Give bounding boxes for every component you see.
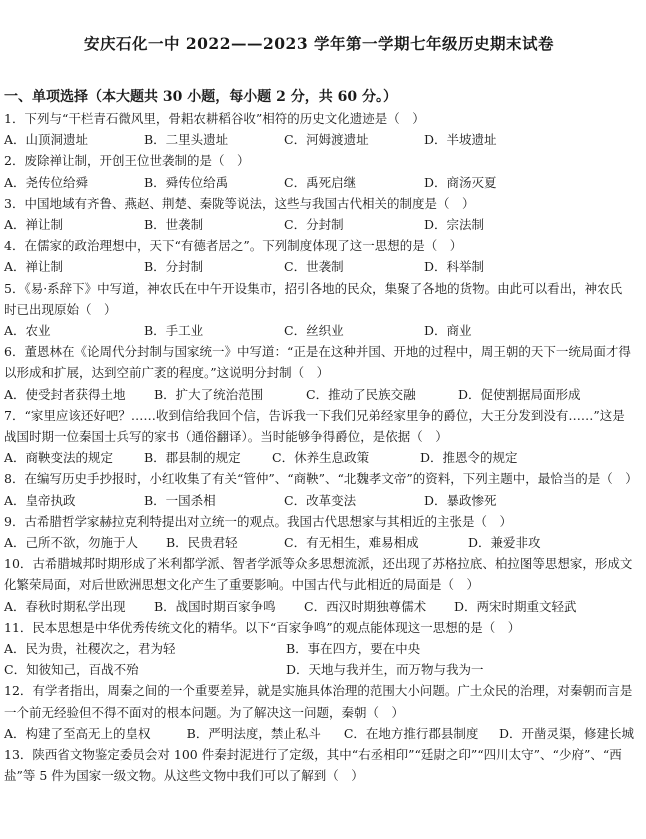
question-13 xyxy=(4,744,634,786)
option-c: C．有无相生，难易相成 xyxy=(284,535,419,551)
question-10 xyxy=(4,553,634,617)
question-12 xyxy=(4,680,634,744)
option-a: A．商鞅变法的规定 xyxy=(4,450,114,466)
option-d: D．商业 xyxy=(424,323,472,339)
option-c: C．改革变法 xyxy=(284,492,357,508)
question-stem: 4．在儒家的政治理想中，天下“有德者居之”。下列制度体现了这一思想的是（ ） xyxy=(4,238,463,254)
option-d: D．兼爱非攻 xyxy=(468,535,541,551)
question-1 xyxy=(4,108,634,150)
option-b: B．事在四方，要在中央 xyxy=(286,641,421,657)
option-a: A．农业 xyxy=(4,323,51,339)
option-c: C．在地方推行郡县制度 xyxy=(343,725,479,741)
option-d: D．促使割据局面形成 xyxy=(458,386,581,402)
option-c: C．分封制 xyxy=(284,217,344,233)
question-stem: 2．废除禅让制，开创王位世袭制的是（ ） xyxy=(4,153,250,169)
option-c: C．知彼知己，百战不殆 xyxy=(4,662,139,678)
question-stem: 1．下列与“干栏青石微风里，骨耜农耕稻谷收”相符的历史文化遗迹是（ ） xyxy=(4,111,425,126)
option-c: C．西汉时期独尊儒术 xyxy=(304,598,427,614)
options xyxy=(4,659,634,680)
option-d: D．开凿灵渠，修建长城 xyxy=(498,725,635,741)
question-3 xyxy=(4,193,634,235)
options xyxy=(4,638,634,659)
options xyxy=(4,384,634,405)
question-stem: 8．在编写历史手抄报时，小红收集了有关“管仲”、“商鞅”、“北魏孝文帝”的资料，下列主题中，最恰当的是（ ） xyxy=(4,471,638,487)
option-c: C．河姆渡遗址 xyxy=(284,132,369,148)
question-stem: 3．中国地域有齐鲁、燕赵、荆楚、秦陇等说法，这些与我国古代相关的制度是（ ） xyxy=(4,195,475,211)
option-b: B．严明法度，禁止私斗 xyxy=(186,725,321,741)
question-8 xyxy=(4,468,638,510)
options xyxy=(4,596,634,617)
option-d: D．天地与我并生，而万物与我为一 xyxy=(286,662,484,678)
option-d: D．半坡遗址 xyxy=(424,132,497,148)
option-d: D．两宋时期重文轻武 xyxy=(454,598,577,614)
options xyxy=(4,320,634,341)
option-a: A．民为贵，社稷次之，君为轻 xyxy=(4,641,176,657)
option-a: A．尧传位给舜 xyxy=(4,174,89,190)
option-a: A．皇帝执政 xyxy=(4,492,76,508)
question-stem: 6．董恩林在《论周代分封制与国家统一》中写道：“正是在这种并国、开地的过程中，周王朝的天下一统局面才得以形成和扩展，达到空前广袤的程度。”这说明分封制（ ） xyxy=(4,344,631,381)
question-5 xyxy=(4,278,634,342)
option-a: A．构建了至高无上的皇权 xyxy=(4,725,151,741)
option-c: C．休养生息政策 xyxy=(272,450,370,466)
option-a: A．山顶洞遗址 xyxy=(4,132,89,148)
option-a: A．己所不欲，勿施于人 xyxy=(4,535,139,551)
option-d: D．宗法制 xyxy=(424,217,485,233)
option-a: A．春秋时期私学出现 xyxy=(4,598,126,614)
option-b: B．民贵君轻 xyxy=(166,535,238,551)
options xyxy=(4,129,634,150)
option-b: B．手工业 xyxy=(144,323,204,339)
option-c: C．世袭制 xyxy=(284,259,344,275)
question-stem: 5．《易·系辞下》中写道，神农氏在中午开设集市，招引各地的民众，集聚了各地的货物。由此可以看出，神农氏时已出现原始（ ） xyxy=(4,280,623,317)
question-stem: 11．民本思想是中华优秀传统文化的精华。以下“百家争鸣”的观点能体现这一思想的是（ ） xyxy=(4,619,521,635)
question-4 xyxy=(4,235,634,277)
question-6 xyxy=(4,341,634,405)
options xyxy=(4,447,634,468)
question-stem: 12．有学者指出，周秦之间的一个重要差异，就是实施具体治理的范围大小问题。广土众民的治理，对秦朝而言是一个前无经验但不得不面对的根本问题。为了解决这一问题，秦朝（ ） xyxy=(4,683,633,720)
option-c: C．禹死启继 xyxy=(284,174,357,190)
section-heading: 一、单项选择（本大题共 30 小题，每小题 2 分，共 60 分。） xyxy=(4,89,397,105)
question-stem: 10．古希腊城邦时期形成了米利都学派、智者学派等众多思想流派，还出现了苏格拉底、柏拉图等思想家，形成文化繁荣局面，对后世欧洲思想文化产生了重要影响。中国古代与此相近的局面是（ ） xyxy=(4,556,633,593)
options xyxy=(4,723,634,744)
options xyxy=(4,490,634,511)
option-b: B．世袭制 xyxy=(144,217,204,233)
option-d: D．商汤灭夏 xyxy=(424,174,497,190)
option-b: B．舜传位给禹 xyxy=(144,174,229,190)
question-stem: 7．“家里应该还好吧？……收到信给我回个信，告诉我一下我们兄弟经家里争的爵位，大王分发到没有……”这是战国时期一位秦国士兵写的家书（通俗翻译）。当时能够争得爵位，是依据（ ） xyxy=(4,407,625,445)
question-7 xyxy=(4,405,634,469)
option-b: B．二里头遗址 xyxy=(144,132,229,148)
option-b: B．战国时期百家争鸣 xyxy=(154,598,276,614)
question-stem: 13．陕西省文物鉴定委员会对 100 件秦封泥进行了定级，其中“右丞相印”“廷尉之印”“四川太守”、“少府”、“西盐”等 5 件为国家一级文物。从这些文物中我们可以了解到（ ） xyxy=(4,747,622,784)
question-stem: 9．古希腊哲学家赫拉克利特提出对立统一的观点。我国古代思想家与其相近的主张是（ ） xyxy=(4,513,512,529)
option-c: C．丝织业 xyxy=(284,323,344,339)
option-a: A．禅让制 xyxy=(4,217,64,233)
option-b: B．郡县制的规定 xyxy=(144,450,241,466)
question-11 xyxy=(4,617,634,681)
options xyxy=(4,214,634,235)
option-d: D．科举制 xyxy=(424,259,485,275)
question-9 xyxy=(4,511,634,553)
exam-title: 安庆石化一中 2022——2023 学年第一学期七年级历史期末试卷 xyxy=(83,34,555,53)
option-a: A．使受封者获得土地 xyxy=(4,386,126,402)
options xyxy=(4,256,634,277)
option-a: A．禅让制 xyxy=(4,259,64,275)
option-b: B．分封制 xyxy=(144,259,204,275)
question-2 xyxy=(4,150,634,192)
option-b: B．一国杀相 xyxy=(144,492,216,508)
option-d: D．暴政惨死 xyxy=(424,492,497,508)
option-c: C．推动了民族交融 xyxy=(306,386,416,402)
option-d: D．推恩令的规定 xyxy=(420,450,518,466)
options xyxy=(4,532,634,553)
option-b: B．扩大了统治范围 xyxy=(154,386,264,402)
options xyxy=(4,172,634,193)
